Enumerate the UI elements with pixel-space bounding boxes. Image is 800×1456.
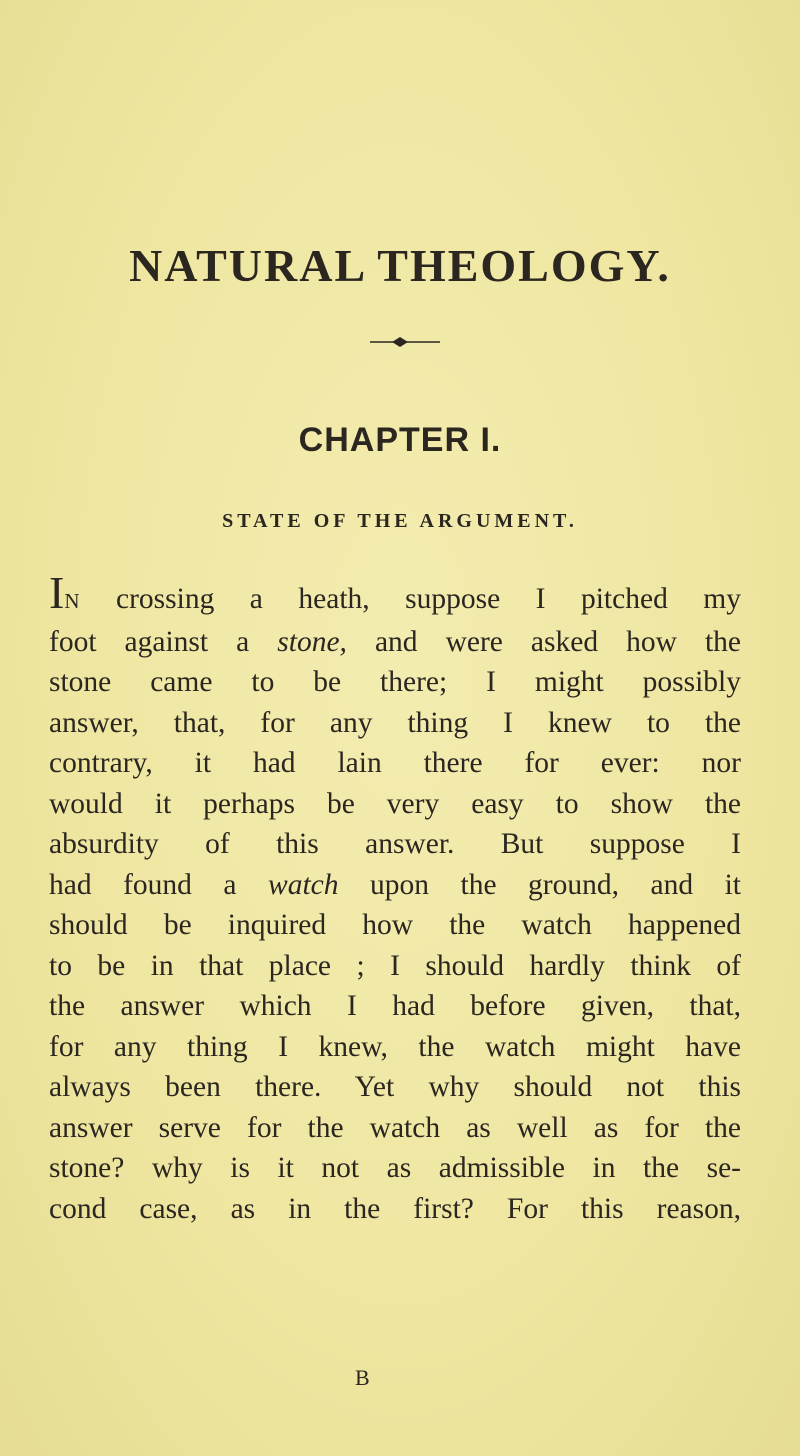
italic-word: stone, [277,625,347,658]
text-line: the answer which I had before given, that, [49,990,741,1022]
text-line: had found a watch upon the ground, and it [49,868,741,901]
text-line: cond case, as in the first? For this reason, [49,1192,741,1225]
page-title: NATURAL THEOLOGY. [129,240,671,291]
text-line: foot against a stone, and were asked how the [49,625,741,658]
text-line: would it perhaps be very easy to show the [49,787,741,820]
text-line: answer serve for the watch as well as for the [49,1111,741,1144]
text-line: for any thing I knew, the watch might have [49,1030,741,1063]
lead-small-caps: N [64,589,81,613]
text-line: should be inquired how the watch happened [49,909,741,941]
chapter-heading: CHAPTER I. [298,421,502,459]
text-line: to be in that place ; I should hardly think of [49,949,741,982]
text-line: answer, that, for any thing I knew to the [49,706,741,739]
chapter-subtitle: STATE OF THE ARGUMENT. [222,510,578,532]
page-signature: B [355,1365,370,1390]
text-line: absurdity of this answer. But suppose I [49,828,741,860]
text-line: contrary, it had lain there for ever: nor [49,747,741,779]
text-line: always been there. Yet why should not this [49,1071,741,1103]
italic-word: watch [268,868,339,901]
text-line: stone came to be there; I might possibly [49,666,741,698]
drop-cap: I [49,567,65,618]
body-paragraph [49,567,741,1229]
text-line: stone? why is it not as admissible in the se- [49,1152,741,1184]
text-line: IN crossing a heath, suppose I pitched my [49,567,741,618]
ornament-divider-icon [370,336,440,348]
